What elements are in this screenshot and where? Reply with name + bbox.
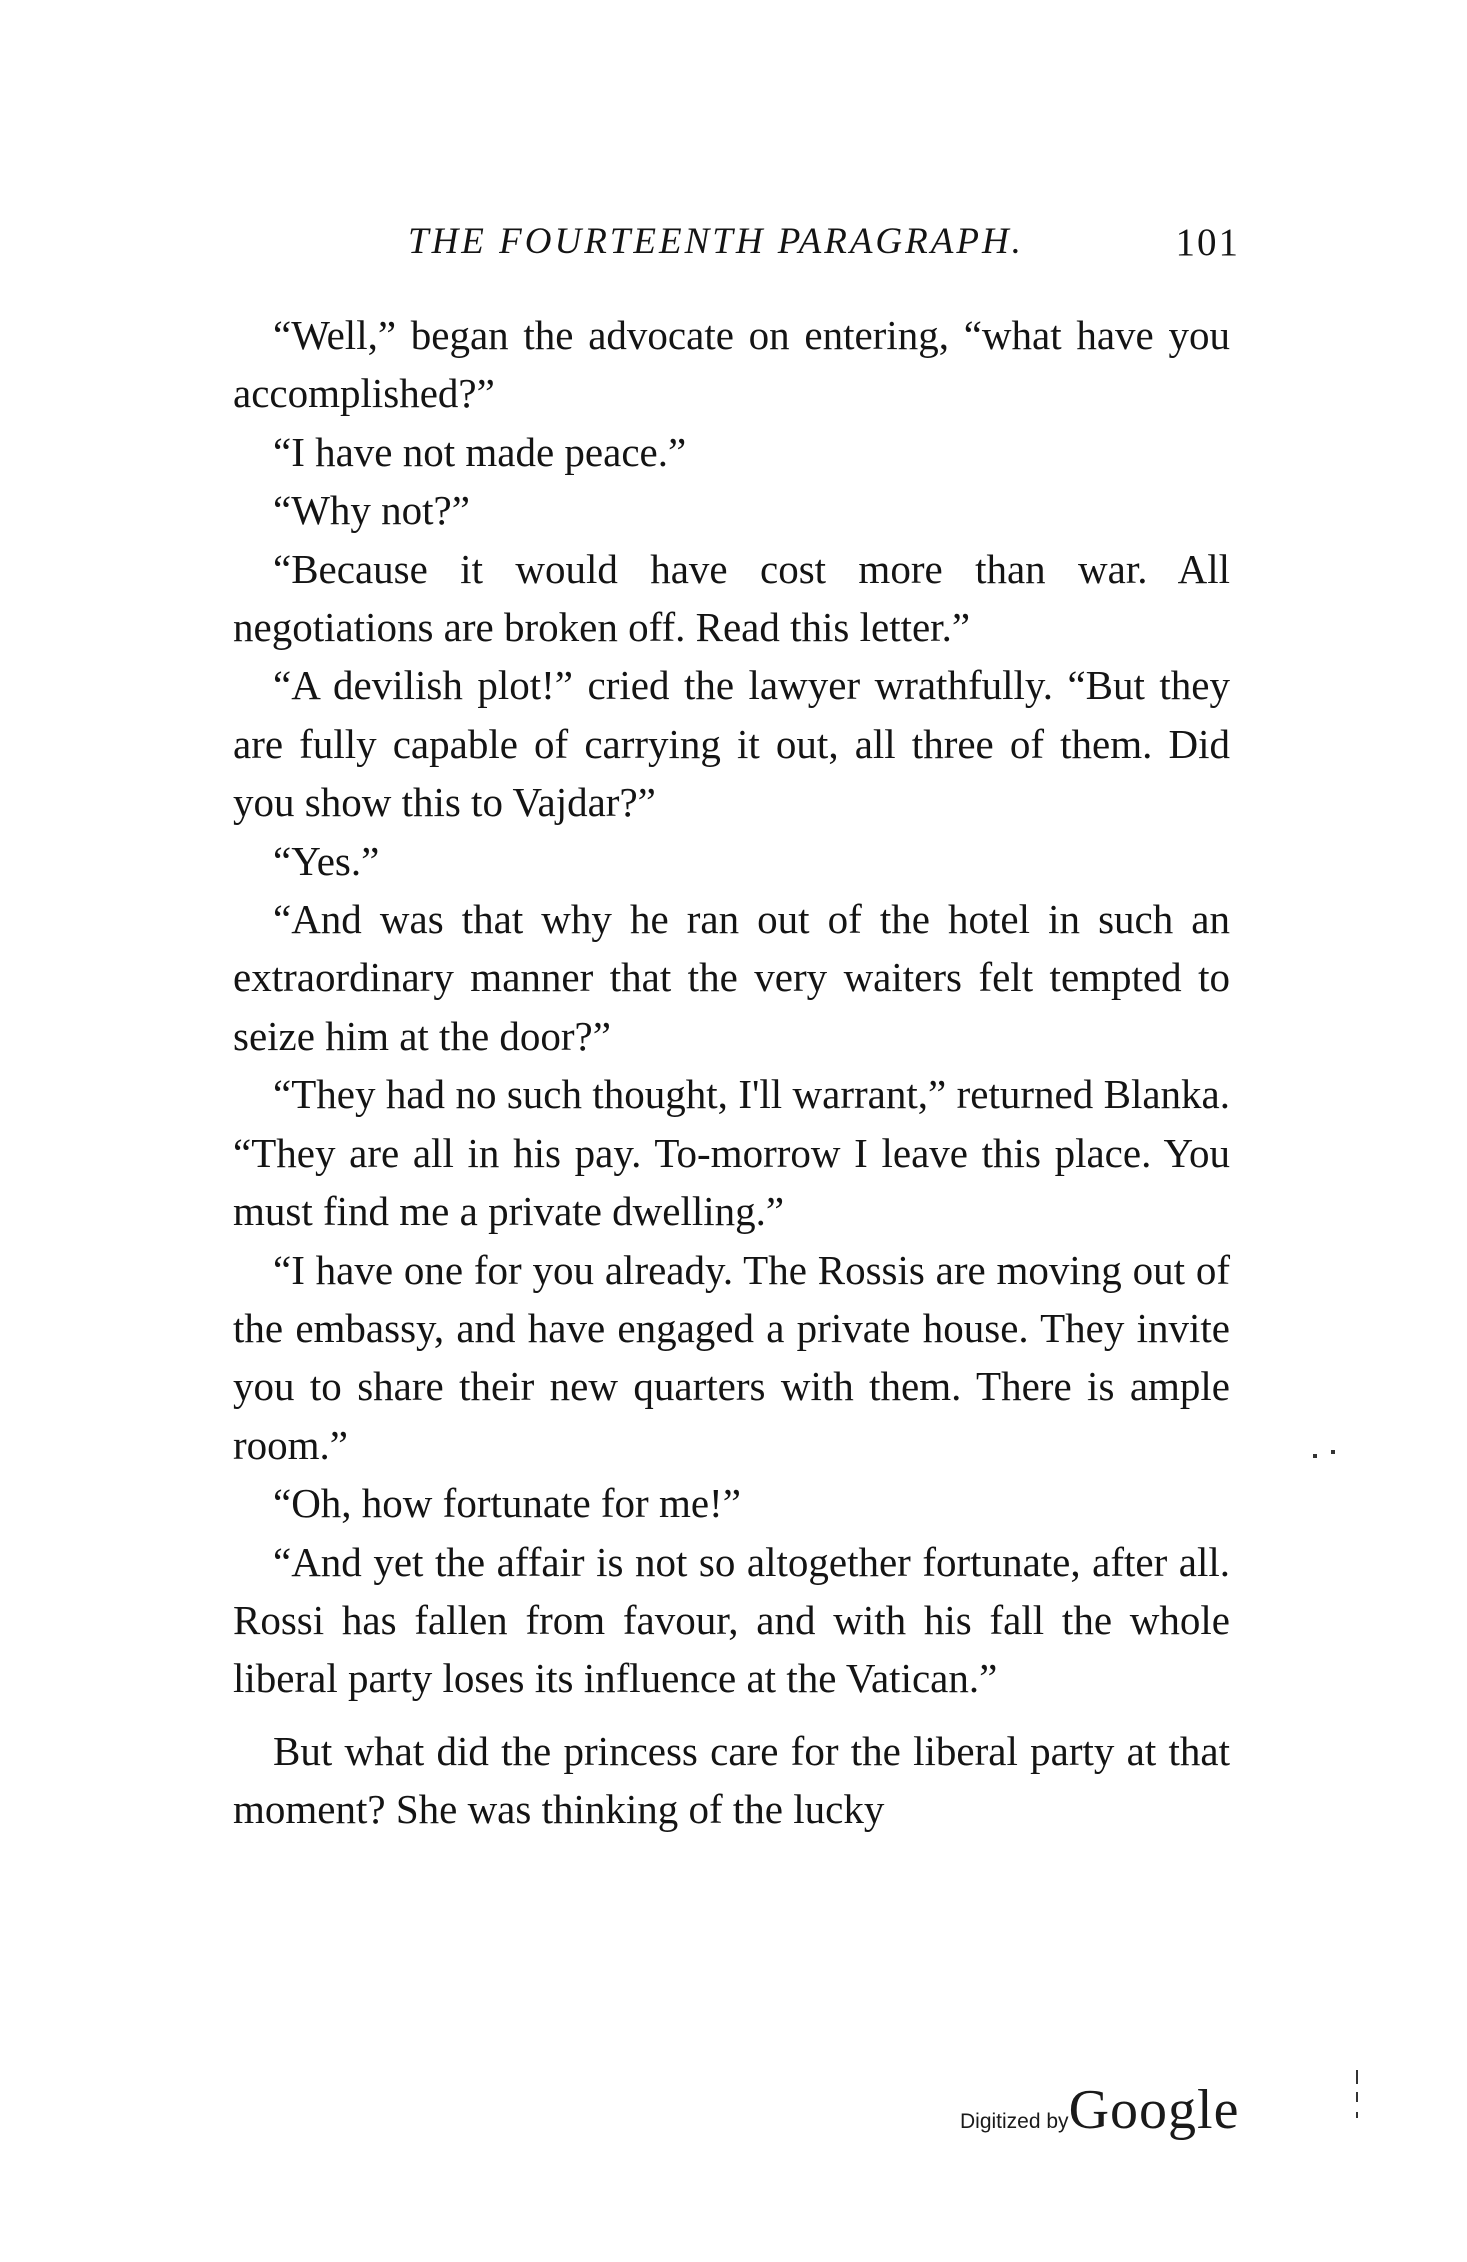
digitized-by-google-watermark (960, 2078, 1239, 2142)
body-text (233, 306, 1230, 1839)
paragraph: “Well,” began the advocate on entering, “what have you accomplished?” (233, 312, 1230, 417)
paragraph: “I have one for you already. The Rossis are moving out of the embassy, and have engaged a private house. They invite you to share their new quarters with them. There is ample room.” (233, 1246, 1230, 1468)
google-logo: Google (1068, 2079, 1240, 2141)
paragraph: “Yes.” (273, 837, 380, 884)
paragraph: “And yet the affair is not so altogether fortunate, after all. Rossi has fallen from favour, and with his fall the whole liberal party loses its influence at the Vatican.” (233, 1538, 1230, 1702)
scan-speck (1356, 2112, 1358, 2118)
paragraph: “And was that why he ran out of the hotel in such an extraordinary manner that the very waiters felt tempted to seize him at the door?” (233, 896, 1230, 1059)
paragraph: “Oh, how fortunate for me!” (273, 1480, 741, 1527)
digitized-by-label: Digitized by (960, 2110, 1069, 2133)
paragraph: “I have not made peace.” (273, 428, 687, 475)
paragraph: “Why not?” (273, 487, 470, 534)
scan-speck (1356, 2070, 1358, 2084)
page-header (408, 220, 1240, 270)
scan-speck (1331, 1450, 1335, 1454)
paragraph: “A devilish plot!” cried the lawyer wrathfully. “But they are fully capable of carrying it out, all three of them. Did you show this to Vajdar?” (233, 662, 1230, 826)
page-number: 101 (1175, 221, 1240, 264)
scan-speck (1356, 2092, 1358, 2102)
scan-speck (1313, 1454, 1317, 1458)
paragraph: “Because it would have cost more than war. All negotiations are broken off. Read this letter.” (233, 545, 1230, 651)
paragraph: “They had no such thought, I'll warrant,” returned Blanka. “They are all in his pay. To-morrow I leave this place. You must find me a private dwelling.” (233, 1071, 1230, 1235)
paragraph: But what did the princess care for the liberal party at that moment? She was thinking of the lucky (233, 1727, 1230, 1833)
running-head: THE FOURTEENTH PARAGRAPH. (408, 221, 1024, 262)
